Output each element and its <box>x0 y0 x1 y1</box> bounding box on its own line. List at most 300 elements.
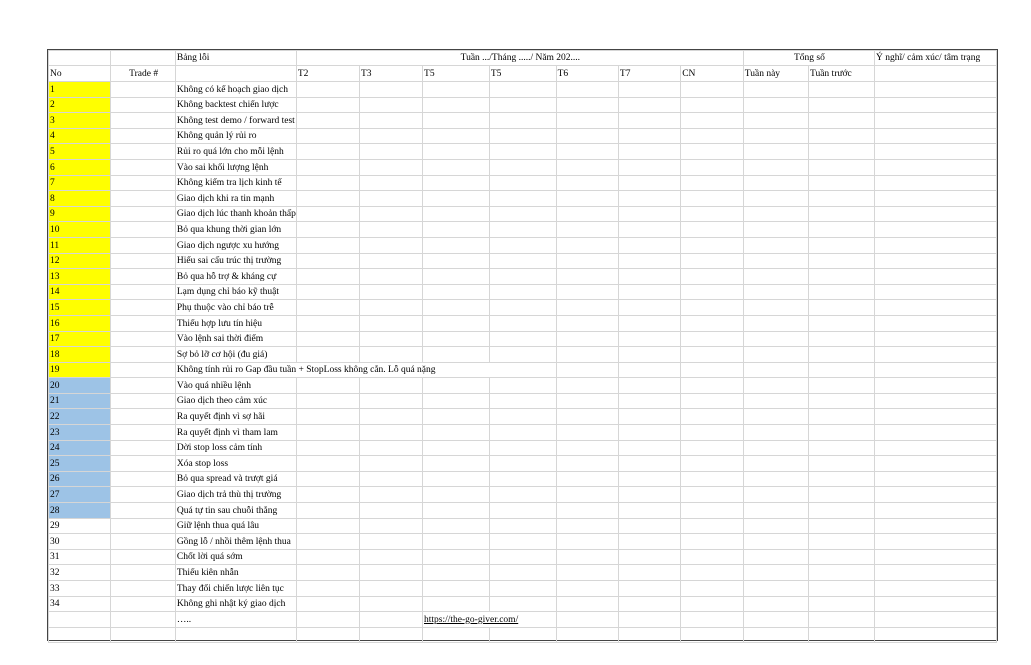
table-row <box>49 378 997 394</box>
grid-cell <box>556 222 618 238</box>
no-header: No <box>49 66 111 82</box>
grid-cell <box>681 362 744 378</box>
error-description: Vào sai khối lượng lệnh <box>175 159 296 175</box>
grid-cell <box>556 159 618 175</box>
grid-cell <box>423 128 490 144</box>
error-description: Xóa stop loss <box>175 456 296 472</box>
table-row <box>49 347 997 363</box>
grid-cell <box>681 315 744 331</box>
grid-cell <box>359 393 422 409</box>
table-row <box>49 191 997 207</box>
grid-cell <box>875 128 997 144</box>
grid-cell <box>423 222 490 238</box>
grid-cell <box>423 206 490 222</box>
grid-cell <box>296 409 359 425</box>
grid-cell <box>296 596 359 612</box>
grid-cell <box>296 534 359 550</box>
table-row <box>49 487 997 503</box>
grid-cell <box>556 503 618 519</box>
grid-cell <box>875 82 997 98</box>
grid-cell <box>681 393 744 409</box>
grid-cell <box>556 549 618 565</box>
grid-cell <box>618 425 680 441</box>
grid-cell <box>618 331 680 347</box>
grid-cell <box>489 222 556 238</box>
row-number: 22 <box>49 409 111 425</box>
grid-cell <box>875 565 997 581</box>
grid-cell <box>618 440 680 456</box>
error-description: Không kiểm tra lịch kinh tế <box>175 175 296 191</box>
grid-cell <box>618 284 680 300</box>
table-row <box>49 315 997 331</box>
grid-cell <box>556 300 618 316</box>
error-description: Sợ bỏ lỡ cơ hội (đu giá) <box>175 347 296 363</box>
grid-cell <box>618 206 680 222</box>
grid-cell <box>681 253 744 269</box>
table-row <box>49 565 997 581</box>
trade-cell <box>111 378 175 394</box>
grid-cell <box>618 97 680 113</box>
trade-header: Trade # <box>111 66 175 82</box>
trade-cell <box>111 97 175 113</box>
grid-cell <box>618 191 680 207</box>
trade-cell <box>111 456 175 472</box>
trade-cell <box>111 518 175 534</box>
grid-cell <box>489 269 556 285</box>
grid-cell <box>359 378 422 394</box>
grid-cell <box>618 128 680 144</box>
grid-cell <box>359 518 422 534</box>
grid-cell <box>296 113 359 129</box>
grid-cell <box>556 237 618 253</box>
grid-cell <box>618 82 680 98</box>
grid-cell <box>809 300 875 316</box>
grid-cell <box>296 144 359 160</box>
grid-cell <box>296 82 359 98</box>
grid-cell <box>556 97 618 113</box>
grid-cell <box>743 128 808 144</box>
grid-cell <box>809 284 875 300</box>
grid-cell <box>556 128 618 144</box>
grid-cell <box>875 300 997 316</box>
row-number: 2 <box>49 97 111 113</box>
grid-cell <box>809 409 875 425</box>
row-number: 10 <box>49 222 111 238</box>
grid-cell <box>296 393 359 409</box>
error-description: Gồng lỗ / nhồi thêm lệnh thua <box>175 534 296 550</box>
row-number: 1 <box>49 82 111 98</box>
grid-cell <box>681 222 744 238</box>
grid-cell <box>556 440 618 456</box>
grid-cell <box>618 113 680 129</box>
error-description: Ra quyết định vì tham lam <box>175 425 296 441</box>
trade-cell <box>111 128 175 144</box>
grid-cell <box>875 206 997 222</box>
grid-cell <box>359 269 422 285</box>
grid-cell <box>809 581 875 597</box>
grid-cell <box>681 144 744 160</box>
grid-cell <box>875 269 997 285</box>
grid-cell <box>743 300 808 316</box>
grid-cell <box>618 315 680 331</box>
day-header-t3: T3 <box>359 66 422 82</box>
grid-cell <box>809 471 875 487</box>
grid-cell <box>556 581 618 597</box>
grid-cell <box>556 253 618 269</box>
grid-cell <box>681 97 744 113</box>
table-row <box>49 269 997 285</box>
grid-cell <box>809 534 875 550</box>
row-number: 13 <box>49 269 111 285</box>
table-row <box>49 409 997 425</box>
row-number: 16 <box>49 315 111 331</box>
trade-cell <box>111 113 175 129</box>
trade-cell <box>111 331 175 347</box>
grid-cell <box>681 113 744 129</box>
error-description: Bỏ qua spread và trượt giá <box>175 471 296 487</box>
error-description: Vào quá nhiều lệnh <box>175 378 296 394</box>
grid-cell <box>681 596 744 612</box>
table-row <box>49 284 997 300</box>
row-number: 20 <box>49 378 111 394</box>
row-number: 12 <box>49 253 111 269</box>
table-row <box>49 128 997 144</box>
table-row <box>49 159 997 175</box>
row-number: 21 <box>49 393 111 409</box>
trade-cell <box>111 425 175 441</box>
grid-cell <box>681 378 744 394</box>
grid-cell <box>423 315 490 331</box>
grid-cell <box>556 471 618 487</box>
grid-cell <box>743 534 808 550</box>
row-number: 4 <box>49 128 111 144</box>
table-row <box>49 549 997 565</box>
table-row <box>49 581 997 597</box>
row-number: 5 <box>49 144 111 160</box>
grid-cell <box>359 237 422 253</box>
grid-cell <box>423 534 490 550</box>
grid-cell <box>296 97 359 113</box>
grid-cell <box>423 237 490 253</box>
trade-cell <box>111 315 175 331</box>
grid-cell <box>556 409 618 425</box>
grid-cell <box>681 175 744 191</box>
grid-cell <box>809 362 875 378</box>
grid-cell <box>296 331 359 347</box>
error-log-sheet <box>47 49 998 641</box>
error-description: Giữ lệnh thua quá lâu <box>175 518 296 534</box>
grid-cell <box>743 222 808 238</box>
grid-cell <box>296 565 359 581</box>
grid-cell <box>423 97 490 113</box>
grid-cell <box>556 378 618 394</box>
trade-cell <box>111 549 175 565</box>
grid-cell <box>875 284 997 300</box>
grid-cell <box>875 581 997 597</box>
grid-cell <box>681 82 744 98</box>
grid-cell <box>743 237 808 253</box>
grid-cell <box>359 331 422 347</box>
grid-cell <box>681 440 744 456</box>
grid-cell <box>556 518 618 534</box>
trade-cell <box>111 253 175 269</box>
grid-cell <box>743 191 808 207</box>
grid-cell <box>296 440 359 456</box>
row-number: 19 <box>49 362 111 378</box>
trade-cell <box>111 144 175 160</box>
grid-cell <box>809 440 875 456</box>
grid-cell <box>359 159 422 175</box>
grid-cell <box>618 565 680 581</box>
grid-cell <box>489 315 556 331</box>
row-number: 32 <box>49 565 111 581</box>
grid-cell <box>359 175 422 191</box>
day-header-t5b: T5 <box>489 66 556 82</box>
grid-cell <box>556 565 618 581</box>
grid-cell <box>875 471 997 487</box>
grid-cell <box>489 159 556 175</box>
grid-cell <box>296 581 359 597</box>
row-number: 33 <box>49 581 111 597</box>
grid-cell <box>296 191 359 207</box>
table-row <box>49 222 997 238</box>
row-number: 30 <box>49 534 111 550</box>
grid-cell <box>743 97 808 113</box>
row-number: 11 <box>49 237 111 253</box>
row-number: 8 <box>49 191 111 207</box>
grid-cell <box>743 518 808 534</box>
grid-cell <box>423 565 490 581</box>
grid-cell <box>423 347 490 363</box>
row-number: 17 <box>49 331 111 347</box>
grid-cell <box>489 237 556 253</box>
grid-cell <box>618 300 680 316</box>
more-dots: ….. <box>175 612 296 628</box>
grid-cell <box>875 409 997 425</box>
grid-cell <box>618 456 680 472</box>
trade-cell <box>111 300 175 316</box>
error-description: Thiếu kiên nhẫn <box>175 565 296 581</box>
grid-cell <box>809 347 875 363</box>
grid-cell <box>423 518 490 534</box>
grid-cell <box>556 487 618 503</box>
grid-cell <box>296 300 359 316</box>
grid-cell <box>681 565 744 581</box>
grid-cell <box>556 425 618 441</box>
grid-cell <box>359 144 422 160</box>
row-number: 7 <box>49 175 111 191</box>
grid-cell <box>296 315 359 331</box>
trade-cell <box>111 191 175 207</box>
grid-cell <box>556 362 618 378</box>
trade-cell <box>111 534 175 550</box>
grid-cell <box>359 82 422 98</box>
grid-cell <box>875 393 997 409</box>
grid-cell <box>681 425 744 441</box>
row-number: 18 <box>49 347 111 363</box>
header-row-2 <box>49 66 997 82</box>
grid-cell <box>618 596 680 612</box>
grid-cell <box>359 549 422 565</box>
grid-cell <box>296 425 359 441</box>
grid-cell <box>809 315 875 331</box>
grid-cell <box>296 175 359 191</box>
grid-cell <box>423 191 490 207</box>
grid-cell <box>875 222 997 238</box>
grid-cell <box>556 113 618 129</box>
trade-cell <box>111 565 175 581</box>
trade-cell <box>111 440 175 456</box>
grid-cell <box>743 331 808 347</box>
row-number: 27 <box>49 487 111 503</box>
row-number: 6 <box>49 159 111 175</box>
blank-row <box>49 627 997 643</box>
grid-cell <box>809 159 875 175</box>
grid-cell <box>743 456 808 472</box>
grid-cell <box>875 347 997 363</box>
grid-cell <box>809 82 875 98</box>
grid-cell <box>743 253 808 269</box>
grid-cell <box>556 456 618 472</box>
grid-cell <box>809 518 875 534</box>
grid-cell <box>423 331 490 347</box>
grid-cell <box>296 284 359 300</box>
grid-cell <box>489 425 556 441</box>
grid-cell <box>423 284 490 300</box>
trade-cell <box>111 269 175 285</box>
grid-cell <box>681 128 744 144</box>
table-row <box>49 471 997 487</box>
grid-cell <box>556 191 618 207</box>
table-row <box>49 175 997 191</box>
error-description: Giao dịch lúc thanh khoản thấp <box>175 206 296 222</box>
grid-cell <box>875 596 997 612</box>
meaning-label: Ý nghĩ/ cảm xúc/ tâm trạng <box>875 51 997 66</box>
grid-cell <box>296 237 359 253</box>
error-description: Phụ thuộc vào chỉ báo trễ <box>175 300 296 316</box>
grid-cell <box>743 549 808 565</box>
grid-cell <box>489 253 556 269</box>
grid-cell <box>681 300 744 316</box>
trade-cell <box>111 362 175 378</box>
day-header-t5a: T5 <box>423 66 490 82</box>
grid-cell <box>809 144 875 160</box>
table-row <box>49 362 997 378</box>
grid-cell <box>681 159 744 175</box>
grid-cell <box>556 206 618 222</box>
total-label: Tổng số <box>743 51 874 66</box>
grid-cell <box>359 128 422 144</box>
grid-cell <box>875 503 997 519</box>
table-row <box>49 503 997 519</box>
grid-cell <box>489 97 556 113</box>
grid-cell <box>681 191 744 207</box>
grid-cell <box>423 378 490 394</box>
grid-cell <box>556 347 618 363</box>
grid-cell <box>556 315 618 331</box>
grid-cell <box>556 269 618 285</box>
day-header-t7: T7 <box>618 66 680 82</box>
grid-cell <box>359 456 422 472</box>
trade-cell <box>111 503 175 519</box>
grid-cell <box>681 409 744 425</box>
grid-cell <box>681 284 744 300</box>
grid-cell <box>875 191 997 207</box>
grid-cell <box>875 315 997 331</box>
grid-cell <box>618 409 680 425</box>
grid-cell <box>875 456 997 472</box>
table-row <box>49 300 997 316</box>
grid-cell <box>743 284 808 300</box>
grid-cell <box>489 440 556 456</box>
grid-cell <box>556 284 618 300</box>
website-link[interactable]: https://the-go-giver.com/ <box>423 612 557 628</box>
grid-cell <box>489 503 556 519</box>
grid-cell <box>618 471 680 487</box>
grid-cell <box>809 237 875 253</box>
grid-cell <box>489 191 556 207</box>
grid-cell <box>875 534 997 550</box>
grid-cell <box>489 596 556 612</box>
error-description: Không ghi nhật ký giao dịch <box>175 596 296 612</box>
grid-cell <box>743 159 808 175</box>
grid-cell <box>296 206 359 222</box>
grid-cell <box>875 440 997 456</box>
grid-cell <box>359 596 422 612</box>
row-number: 25 <box>49 456 111 472</box>
grid-cell <box>359 113 422 129</box>
table-row <box>49 456 997 472</box>
grid-cell <box>681 206 744 222</box>
grid-cell <box>489 82 556 98</box>
row-number: 23 <box>49 425 111 441</box>
grid-cell <box>489 113 556 129</box>
grid-cell <box>423 300 490 316</box>
grid-cell <box>743 113 808 129</box>
grid-cell <box>681 581 744 597</box>
grid-cell <box>743 315 808 331</box>
grid-cell <box>681 549 744 565</box>
grid-cell <box>681 487 744 503</box>
grid-cell <box>618 549 680 565</box>
grid-cell <box>296 159 359 175</box>
grid-cell <box>875 549 997 565</box>
grid-cell <box>743 409 808 425</box>
grid-cell <box>489 175 556 191</box>
grid-cell <box>423 253 490 269</box>
grid-cell <box>809 191 875 207</box>
error-description: Ra quyết định vì sợ hãi <box>175 409 296 425</box>
grid-cell <box>618 175 680 191</box>
grid-cell <box>681 269 744 285</box>
grid-cell <box>556 331 618 347</box>
row-number: 29 <box>49 518 111 534</box>
trade-cell <box>111 206 175 222</box>
error-description: Giao dịch trả thù thị trường <box>175 487 296 503</box>
table-row <box>49 237 997 253</box>
footer-row <box>49 612 997 628</box>
grid-cell <box>681 534 744 550</box>
error-table-label: Bảng lỗi <box>175 51 296 66</box>
grid-cell <box>809 128 875 144</box>
grid-cell <box>743 503 808 519</box>
grid-cell <box>743 425 808 441</box>
grid-cell <box>809 331 875 347</box>
grid-cell <box>359 565 422 581</box>
grid-cell <box>296 378 359 394</box>
grid-cell <box>359 191 422 207</box>
grid-cell <box>359 487 422 503</box>
